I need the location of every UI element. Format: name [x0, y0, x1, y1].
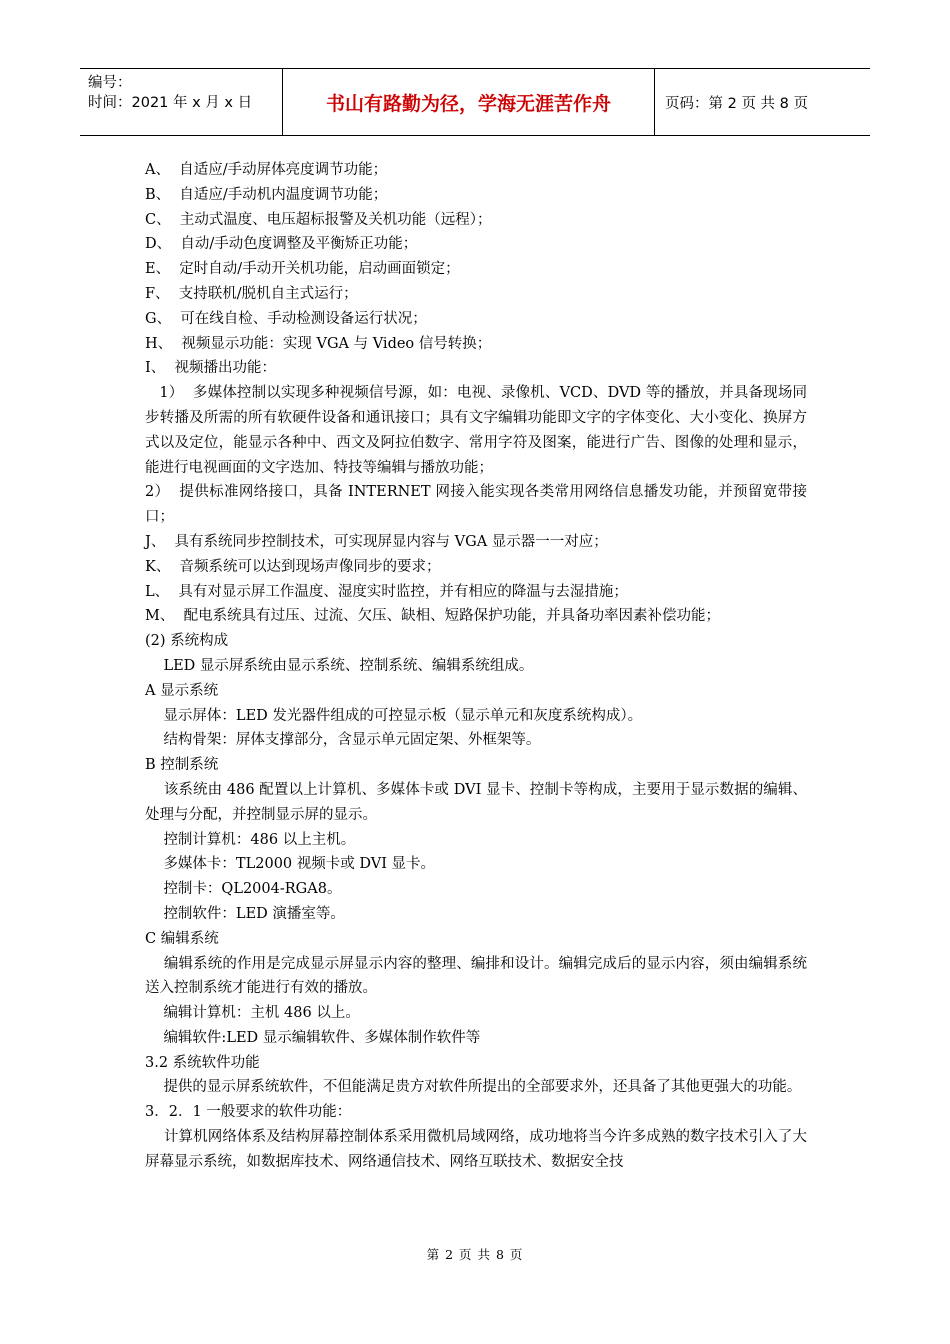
paragraph: C、 主动式温度、电压超标报警及关机功能（远程）；: [145, 211, 492, 228]
paragraph: 显示屏体：LED 发光器件组成的可控显示板（显示单元和灰度系统构成）。: [145, 707, 643, 724]
paragraph: 控制计算机：486 以上主机。: [145, 831, 356, 848]
paragraph: 3.2 系统软件功能: [145, 1054, 260, 1071]
paragraph: 该系统由 486 配置以上计算机、多媒体卡或 DVI 显卡、控制卡等构成，主要用于显示数据的编辑、处理与分配，并控制显示屏的显示。: [145, 781, 808, 823]
paragraph: L、 具有对显示屏工作温度、湿度实时监控，并有相应的降温与去湿措施；: [145, 583, 628, 600]
paragraph: 多媒体卡：TL2000 视频卡或 DVI 显卡。: [145, 856, 436, 873]
paragraph: 3．2．1 一般要求的软件功能：: [145, 1104, 352, 1121]
document-body: [145, 158, 807, 1175]
paragraph: G、 可在线自检、手动检测设备运行状况；: [145, 310, 427, 327]
paragraph: 计算机网络体系及结构屏幕控制体系采用微机局域网络，成功地将当今许多成熟的数字技术引入了大屏幕显示系统，如数据库技术、网络通信技术、网络互联技术、数据安全技: [145, 1129, 808, 1170]
paragraph: 控制卡：QL2004-RGA8。: [145, 881, 342, 898]
paragraph: C 编辑系统: [145, 930, 219, 947]
paragraph: 2） 提供标准网络接口，具备 INTERNET 网接入能实现各类常用网络信息播发功能，并预留宽带接口；: [145, 484, 807, 526]
doc-time: 时间：2021 年 x 月 x 日: [88, 95, 253, 111]
paragraph: D、 自动/手动色度调整及平衡矫正功能；: [145, 236, 418, 253]
paragraph: A 显示系统: [145, 682, 219, 699]
paragraph: 结构骨架：屏体支撑部分，含显示单元固定架、外框架等。: [145, 732, 541, 749]
header-page-info: 页码：第 2 页 共 8 页: [665, 95, 808, 112]
header-motto: 书山有路勤为径，学海无涯苦作舟: [283, 69, 655, 135]
paragraph: H、 视频显示功能：实现 VGA 与 Video 信号转换；: [145, 335, 492, 352]
paragraph: K、 音频系统可以达到现场声像同步的要求；: [145, 558, 441, 575]
paragraph: 编辑计算机：主机 486 以上。: [145, 1005, 360, 1022]
paragraph: 1） 多媒体控制以实现多种视频信号源，如：电视、录像机、VCD、DVD 等的播放，并具备现场同步转播及所需的所有软硬件设备和通讯接口；具有文字编辑功能即文字的字体变化、大小变化、换屏方式以及定位，能显示各种中、西文及阿拉伯数字、常用字符及图案，能进行广告、图像的处理和显示，能进行电视画面的文字迭加、特技等编辑与播放功能；: [145, 385, 807, 476]
doc-number-label: 编号：: [88, 75, 132, 91]
paragraph: I、 视频播出功能：: [145, 360, 276, 377]
paragraph: 编辑系统的作用是完成显示屏显示内容的整理、编排和设计。编辑完成后的显示内容，须由编辑系统送入控制系统才能进行有效的播放。: [145, 955, 808, 997]
paragraph: 控制软件：LED 演播室等。: [145, 905, 345, 922]
paragraph: B 控制系统: [145, 757, 219, 774]
paragraph: F、 支持联机/脱机自主式运行；: [145, 285, 358, 302]
paragraph: B、 自适应/手动机内温度调节功能；: [145, 186, 388, 203]
paragraph: E、 定时自动/手动开关机功能，启动画面锁定；: [145, 261, 460, 278]
page-footer: 第 2 页 共 8 页: [426, 1247, 524, 1262]
header-info: [80, 69, 283, 135]
paragraph: J、 具有系统同步控制技术，可实现屏显内容与 VGA 显示器一一对应；: [145, 533, 608, 550]
paragraph: A、 自适应/手动屏体亮度调节功能；: [145, 162, 388, 178]
paragraph: 编辑软件:LED 显示编辑软件、多媒体制作软件等: [145, 1029, 481, 1046]
page-header: [80, 68, 870, 136]
paragraph: 提供的显示屏系统软件，不但能满足贵方对软件所提出的全部要求外，还具备了其他更强大的功能。: [145, 1079, 802, 1096]
paragraph: M、 配电系统具有过压、过流、欠压、缺相、短路保护功能，并具备功率因素补偿功能；: [145, 608, 721, 625]
paragraph: (2) 系统构成: [145, 633, 229, 650]
paragraph: LED 显示屏系统由显示系统、控制系统、编辑系统组成。: [145, 657, 534, 674]
